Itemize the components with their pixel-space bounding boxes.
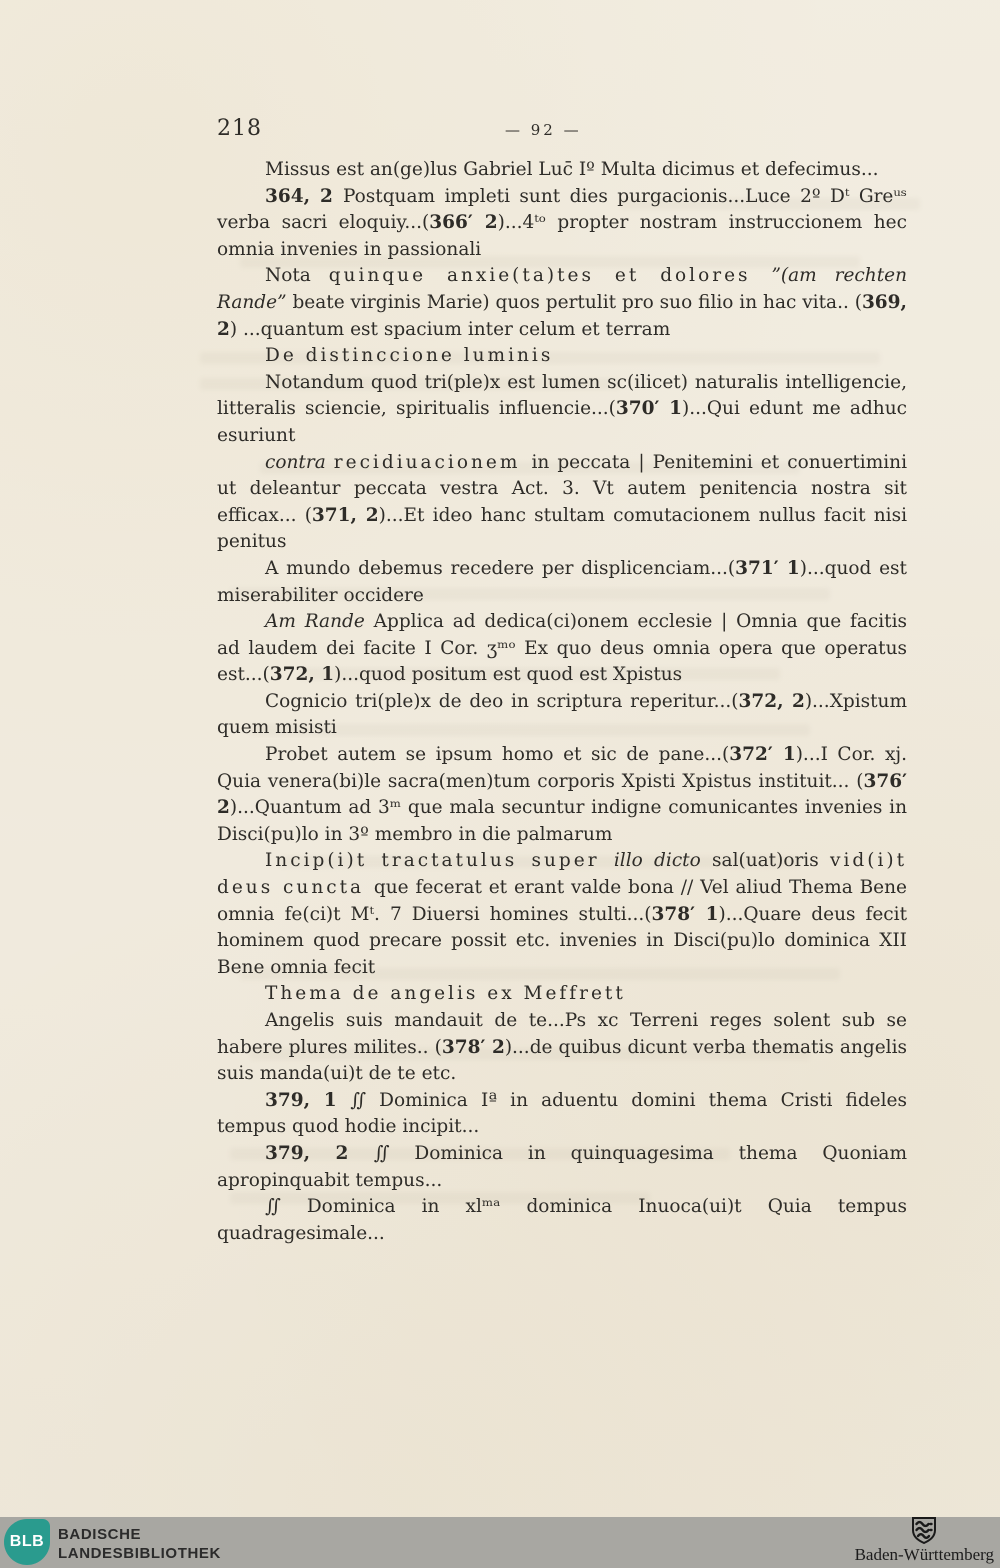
paragraph bbox=[217, 157, 907, 184]
text-run: Missus est an(ge)lus Gabriel Luc̄ Iº Multa dicimus et defecimus... bbox=[265, 159, 879, 180]
text-run: ∬ Dominica in xlᵐᵃ dominica Inuoca(ui)t Quia tempus quadragesimale... bbox=[217, 1196, 907, 1244]
library-name-line2: LANDESBIBLIOTHEK bbox=[58, 1545, 221, 1562]
text-run: )...quod positum est quod est Xpistus bbox=[334, 664, 683, 686]
paragraph bbox=[217, 848, 907, 981]
paragraph bbox=[217, 343, 907, 370]
text-run: ∬ Dominica Iª in aduentu domini thema Cristi fideles tempus quod hodie incipit... bbox=[217, 1089, 907, 1138]
text-run: 371′ 1 bbox=[735, 557, 800, 579]
text-run: Applica ad dedica(ci)onem ecclesie | Omnia que facitis ad laudem dei facite I Cor. ʒᵐᵒ Ex quo deus omnia opera que operatus est...( bbox=[217, 611, 908, 686]
text-run: quinque anxie(ta)tes et dolores bbox=[328, 265, 772, 287]
paragraphs bbox=[217, 157, 907, 1247]
paragraph bbox=[217, 556, 907, 609]
paragraph bbox=[217, 184, 907, 264]
text-run: 371, 2 bbox=[311, 504, 379, 526]
paragraph bbox=[217, 1008, 907, 1088]
paragraph bbox=[217, 689, 907, 742]
text-run: )...4ᵗᵒ propter nostram instruccionem hec omnia invenies in passionali bbox=[217, 212, 907, 260]
text-run: )...Qui edunt me adhuc esuriunt bbox=[217, 398, 907, 446]
text-run: 364, 2 bbox=[265, 185, 343, 207]
text-run: beate virginis Marie) quos pertulit pro suo filio in hac vita.. ( bbox=[286, 291, 862, 313]
text-run: De distinccione luminis bbox=[265, 345, 554, 367]
page-number: 218 bbox=[217, 116, 262, 141]
text-run: 372, 1 bbox=[269, 664, 335, 686]
text-run: 379, 1 bbox=[265, 1089, 351, 1111]
text-run: vid(i)t deus cuncta bbox=[217, 850, 908, 899]
text-run: )...I Cor. xj. Quia venera(bi)le sacra(men)tum corporis Xpisti Xpistus instituit... ( bbox=[217, 744, 907, 792]
text-run: )...Quantum ad 3ᵐ que mala secuntur indigne comunicantes invenies in Disci(pu)lo in 3º membro in die palmarum bbox=[217, 797, 907, 845]
paragraph bbox=[217, 450, 907, 556]
paragraph bbox=[217, 609, 907, 689]
text-run: A mundo debemus recedere per displicenciam...( bbox=[265, 557, 736, 579]
folio-number: — 92 — bbox=[505, 121, 582, 139]
text-run: Notandum quod tri(ple)x est lumen sc(ilicet) naturalis intelligencie, litteralis sciencie, spiritualis influencie...( bbox=[217, 371, 907, 420]
text-run: Incip(i)t tractatulus super bbox=[265, 850, 614, 872]
text-run: ”(am rechten Rande” bbox=[217, 265, 907, 313]
paragraph bbox=[217, 263, 907, 343]
text-run: ) ...quantum est spacium inter celum et terram bbox=[229, 318, 671, 340]
paragraph bbox=[217, 370, 907, 450]
text-run: 379, 2 bbox=[265, 1142, 374, 1164]
paragraph bbox=[217, 1141, 907, 1194]
text-run: 370′ 1 bbox=[615, 398, 682, 420]
text-run: que fecerat et erant valde bona // Vel aliud Thema Bene omnia fe(ci)t Mᵗ. 7 Diuersi homines stulti...( bbox=[217, 877, 907, 925]
text-run: )...Quare deus fecit hominem quod precare possit etc. invenies in Disci(pu)lo dominica XII Bene omnia fecit bbox=[217, 903, 908, 978]
text-run: contra bbox=[265, 451, 334, 473]
footer-bar bbox=[0, 1517, 1000, 1568]
paragraph bbox=[217, 1194, 907, 1247]
text-run: 378′ 2 bbox=[441, 1036, 505, 1058]
text-run: )...Et ideo hanc stultam comutacionem nullus facit nisi penitus bbox=[217, 504, 907, 553]
text-run: ∬ Dominica in quinquagesima thema Quoniam apropinquabit tempus... bbox=[217, 1142, 907, 1191]
library-name bbox=[58, 1525, 221, 1563]
baden-wuerttemberg-coat-of-arms bbox=[911, 1517, 937, 1544]
blb-logo bbox=[4, 1519, 50, 1565]
text-run: )...Xpistum quem misisti bbox=[217, 690, 908, 739]
paragraph bbox=[217, 1088, 907, 1141]
text-run: )...quod est miserabiliter occidere bbox=[217, 557, 907, 606]
blb-logo-text: BLB bbox=[9, 1533, 45, 1550]
baden-wuerttemberg-mark bbox=[855, 1517, 994, 1565]
text-run: illo dicto bbox=[613, 850, 701, 872]
text-run: Thema de angelis ex Meffrett bbox=[265, 983, 626, 1005]
paragraph bbox=[217, 742, 907, 848]
text-run: Angelis suis mandauit de te...Ps xc Terreni reges solent sub se habere plures milites.. ( bbox=[217, 1010, 907, 1058]
text-run: sal(uat)oris bbox=[700, 850, 831, 872]
text-run: 369, 2 bbox=[217, 291, 907, 340]
text-run: Cognicio tri(ple)x de deo in scriptura reperitur...( bbox=[265, 690, 739, 712]
paragraph bbox=[217, 981, 907, 1008]
text-run: 378′ 1 bbox=[651, 903, 719, 925]
text-run: Nota bbox=[265, 265, 329, 287]
text-run: 372′ 1 bbox=[729, 744, 796, 766]
text-run: 366′ 2 bbox=[429, 212, 498, 234]
library-name-line1: BADISCHE bbox=[58, 1526, 142, 1543]
text-run: in peccata | Penitemini et conuertimini ut deleantur peccata vestra Act. 3. Vt autem penitencia nostra sit efficax... ( bbox=[217, 451, 907, 526]
text-run: 372, 2 bbox=[738, 690, 805, 712]
text-run: Probet autem se ipsum homo et sic de pane...( bbox=[265, 744, 730, 766]
text-run: Postquam impleti sunt dies purgacionis...Luce 2º Dᵗ Greᵘˢ verba sacri eloquiy...( bbox=[217, 185, 907, 234]
region-label: Baden-Württemberg bbox=[854, 1545, 994, 1564]
text-run: )...de quibus dicunt verba thematis angelis suis manda(ui)t de te etc. bbox=[217, 1036, 907, 1085]
text-run: 376′ 2 bbox=[217, 770, 907, 819]
text-run: recidiuacionem bbox=[333, 451, 532, 473]
text-run: Am Rande bbox=[265, 611, 365, 633]
